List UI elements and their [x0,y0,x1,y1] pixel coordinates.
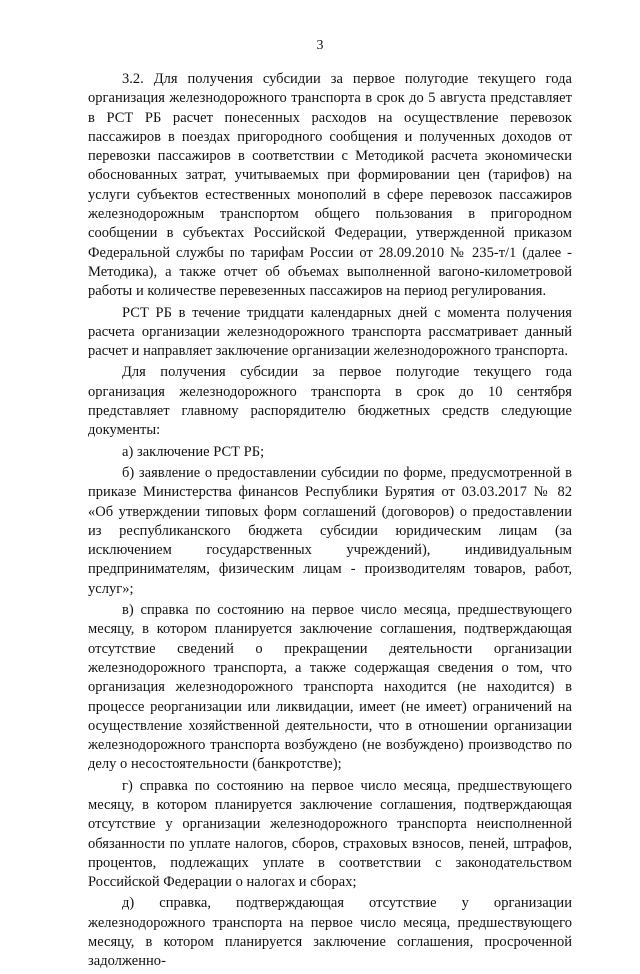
page-number: 3 [316,38,324,53]
paragraph-rst-review: РСТ РБ в течение тридцати календарных дней с момента получения расчета организации железнодорожного транспорта рассматривает данный расчет и направляет заключение организации железнодорожного транспорта. [88,304,572,360]
paragraph-documents-intro: Для получения субсидии за первое полугодие текущего года организация железнодорожного транспорта в срок до 10 сентября представляет главному распорядителю бюджетных средств следующие документы: [88,364,572,439]
list-item-a: а) заключение РСТ РБ; [122,443,265,460]
list-item-d: д) справка, подтверждающая отсутствие у организации железнодорожного транспорта на первое число месяца, предшествующего месяцу, в котором планируется заключение соглашения, просроченной задолженно- [88,895,572,970]
list-item-v: в) справка по состоянию на первое число месяца, предшествующего месяцу, в котором планируется заключение соглашения, подтверждающая отсутствие сведений о прекращении деятельности организации железнодорожного транспорта, а также содержащая сведения о том, что организация железнодорожного транспорта находится (не находится) в процессе реорганизации или ликвидации, имеет (не имеет) ограничений на осуществление хозяйственной деятельности, что в отношении организации железнодорожного транспорта возбуждено (не возбуждено) производство по делу о несостоятельности (банкротстве); [88,602,572,773]
document-body [88,70,572,974]
list-item-b: б) заявление о предоставлении субсидии по форме, предусмотренной в приказе Министерства финансов Республики Бурятия от 03.03.2017 № 82 «Об утверждении типовых форм соглашений (договоров) о предоставлении из республиканского бюджета субсидии юридическим лицам (за исключением государственных учреждений), индивидуальным предпринимателям, физическим лицам - производителям товаров, работ, услуг»; [88,464,572,597]
paragraph-3-2-calculation-submission: 3.2. Для получения субсидии за первое полугодие текущего года организация железнодорожного транспорта в срок до 5 августа представляет в РСТ РБ расчет понесенных расходов на осуществление перевозок пассажиров в поездах пригородного сообщения и полученных доходов от перевозки пассажиров в соответствии с Методикой расчета экономически обоснованных затрат, учитываемых при формировании цен (тарифов) на услуги субъектов естественных монополий в сфере перевозок пассажиров железнодорожным транспортом общего пользования в пригородном сообщении в субъектах Российской Федерации, утвержденной приказом Федеральной службы по тарифам России от 28.09.2010 № 235-т/1 (далее - Методика), а также отчет об объемах выполненной вагоно-километровой работы и количестве перевезенных пассажиров на период регулирования. [88,71,572,300]
list-item-g: г) справка по состоянию на первое число месяца, предшествующего месяцу, в котором планируется заключение соглашения, подтверждающая отсутствие у организации железнодорожного транспорта неисполненной обязанности по уплате налогов, сборов, страховых взносов, пеней, штрафов, процентов, подлежащих уплате в соответствии с законодательством Российской Федерации о налогах и сборах; [88,777,572,891]
